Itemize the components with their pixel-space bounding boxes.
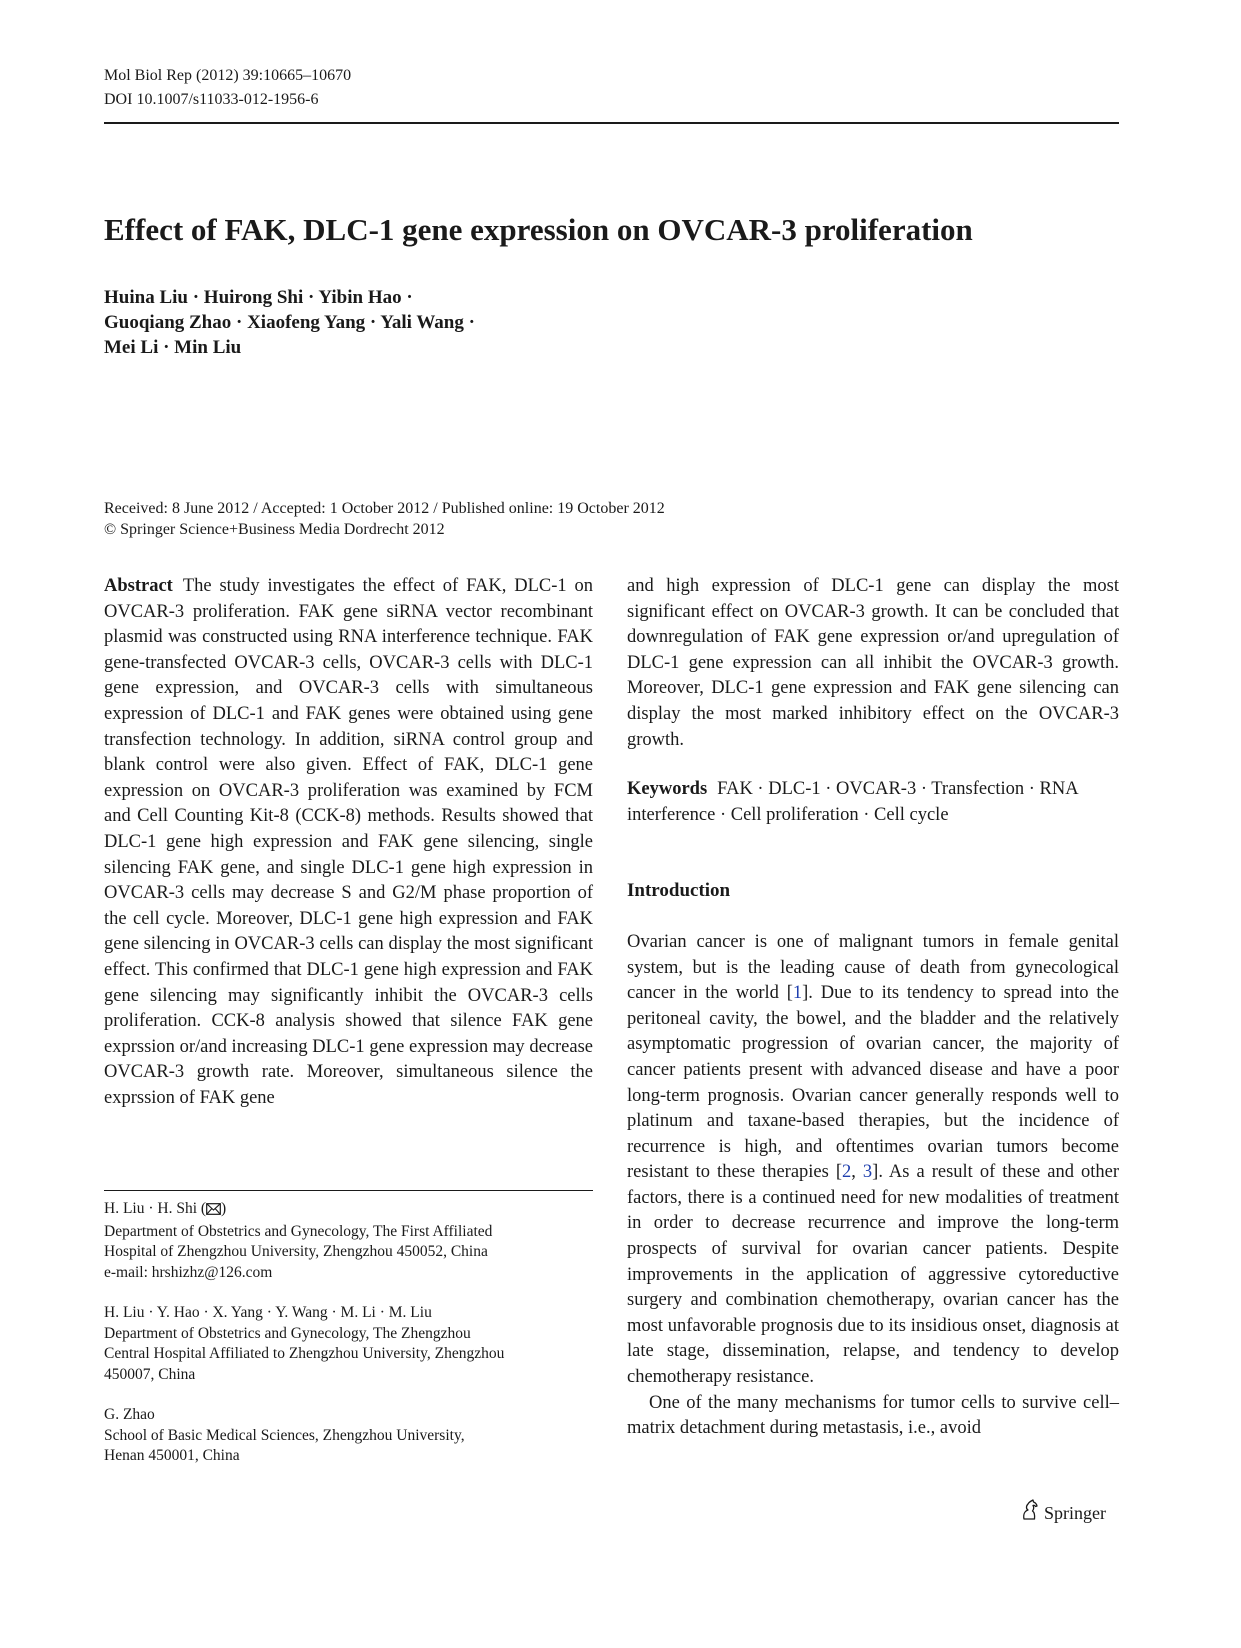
footnote-rule (104, 1190, 593, 1191)
affiliation-names: H. Liu · H. Shi ( (104, 1200, 207, 1217)
intro-paragraph (627, 930, 1119, 1391)
doi: DOI 10.1007/s11033-012-1956-6 (104, 91, 319, 108)
intro-text: ]. Due to its tendency to spread into the peritoneal cavity, the bowel, and the bladder and the relatively asymptomatic progression of ovarian cancer, the majority of cancer patients present with advanced disease and have a poor long-term prognosis. Ovarian cancer generally responds well to platinum and taxane-based therapies, but the incidence of recurrence is high, and oftentimes ovarian tumors become resistant to these therapies [ (627, 983, 1119, 1183)
affiliation-line: 450007, China (104, 1365, 196, 1383)
citation-separator: , (851, 1162, 863, 1183)
springer-horse-icon (1020, 1499, 1040, 1527)
affiliation-line: Henan 450001, China (104, 1447, 240, 1464)
affiliation-line: Department of Obstetrics and Gynecology, The Zhengzhou (104, 1324, 471, 1342)
running-head (104, 64, 351, 112)
intro-paragraph: One of the many mechanisms for tumor cells to survive cell–matrix detachment during metastasis, i.e., avoid (627, 1392, 1119, 1439)
citation-link[interactable]: 3 (862, 1162, 873, 1183)
keywords-label: Keywords (627, 779, 708, 800)
affiliation-names: ) (221, 1200, 227, 1217)
citation-link[interactable]: 2 (842, 1162, 852, 1183)
affiliation-line: School of Basic Medical Sciences, Zhengzhou University, (104, 1426, 465, 1444)
copyright-line: © Springer Science+Business Media Dordrecht 2012 (104, 521, 445, 538)
abstract-continuation: and high expression of DLC-1 gene can display the most significant effect on OVCAR-3 growth. It can be concluded that downregulation of FAK gene expression or/and upregulation of DLC-1 gene expression can all inhibit the OVCAR-3 growth. Moreover, DLC-1 gene expression and FAK gene silencing can display the most marked inhibitory effect on the OVCAR-3 growth. (627, 576, 1119, 750)
header-rule (104, 122, 1119, 124)
affiliation-line: Hospital of Zhengzhou University, Zhengzhou 450052, China (104, 1243, 488, 1260)
publisher-mark (1020, 1499, 1106, 1527)
left-column (104, 574, 593, 1111)
keywords-text: FAK · DLC-1 · OVCAR-3 · Transfection · RNA interference · Cell proliferation · Cell cycle (627, 779, 1078, 825)
affiliation-block (104, 1303, 593, 1385)
keywords (627, 777, 1119, 828)
history-dates: Received: 8 June 2012 / Accepted: 1 October 2012 / Published online: 19 October 2012 (104, 500, 665, 517)
affiliation-authors: H. Liu · Y. Hao · X. Yang · Y. Wang · M. Li · M. Liu (104, 1304, 432, 1321)
affiliations (104, 1199, 593, 1487)
affiliation-authors: G. Zhao (104, 1406, 155, 1423)
affiliation-block (104, 1199, 593, 1283)
citation-link[interactable]: 1 (792, 983, 803, 1004)
abstract-label: Abstract (104, 576, 173, 596)
affiliation-line: Department of Obstetrics and Gynecology, The First Affiliated (104, 1222, 493, 1240)
author-line: Mei Li · Min Liu (104, 337, 242, 358)
right-column (627, 574, 1119, 1442)
author-line: Guoqiang Zhao · Xiaofeng Yang · Yali Wang · (104, 312, 475, 333)
publisher-name: Springer (1044, 1503, 1106, 1523)
abstract (104, 574, 593, 1111)
author-list (104, 285, 704, 360)
abstract-text: The study investigates the effect of FAK, DLC-1 on OVCAR-3 proliferation. FAK gene siRNA vector recombinant plasmid was constructed using RNA interference technique. FAK gene-transfected OVCAR-3 cells, OVCAR-3 cells with DLC-1 gene expression, and OVCAR-3 cells with simultaneous expression of DLC-1 and FAK genes were obtained using gene transfection technology. In addition, siRNA control group and blank control were also given. Effect of FAK, DLC-1 gene expression on OVCAR-3 proliferation was examined by FCM and Cell Counting Kit-8 (CCK-8) methods. Results showed that DLC-1 gene high expression and FAK gene silencing, single silencing FAK gene, and single DLC-1 gene high expression in OVCAR-3 cells may decrease S and G2/M phase proportion of the cell cycle. Moreover, DLC-1 gene high expression and FAK gene silencing in OVCAR-3 cells can display the most significant effect. This confirmed that DLC-1 gene high expression and FAK gene silencing may significantly inhibit the OVCAR-3 cells proliferation. CCK-8 analysis showed that silence FAK gene exprssion or/and increasing DLC-1 gene expression may decrease OVCAR-3 growth rate. Moreover, simultaneous silence the exprssion of FAK gene (104, 576, 593, 1108)
intro-text: Ovarian cancer is one of malignant tumors in female genital system, but is the leading cause of death from gynecological cancer in the world [ (627, 931, 1119, 1004)
publication-history (104, 498, 1119, 540)
journal-citation: Mol Biol Rep (2012) 39:10665–10670 (104, 67, 352, 84)
corresponding-email[interactable]: e-mail: hrshizhz@126.com (104, 1263, 273, 1281)
affiliation-line: Central Hospital Affiliated to Zhengzhou University, Zhengzhou (104, 1345, 505, 1362)
affiliation-authors (104, 1199, 593, 1222)
article-title: Effect of FAK, DLC-1 gene expression on OVCAR-3 proliferation (104, 212, 973, 247)
section-heading: Introduction (627, 880, 731, 902)
envelope-icon (206, 1201, 221, 1222)
intro-text: ]. As a result of these and other factors, there is a continued need for new modalities of treatment in order to decrease recurrence and improve the long-term prospects of survival for ovarian cancer patients. Despite improvements in the application of aggressive cytoreductive surgery and combination chemotherapy, ovarian cancer has the most unfavorable prognosis due to its insidious onset, diagnosis at late stage, dissemination, relapse, and tendency to develop chemotherapy resistance. (627, 1162, 1119, 1388)
affiliation-block (104, 1405, 593, 1467)
author-line: Huina Liu · Huirong Shi · Yibin Hao · (104, 287, 413, 308)
